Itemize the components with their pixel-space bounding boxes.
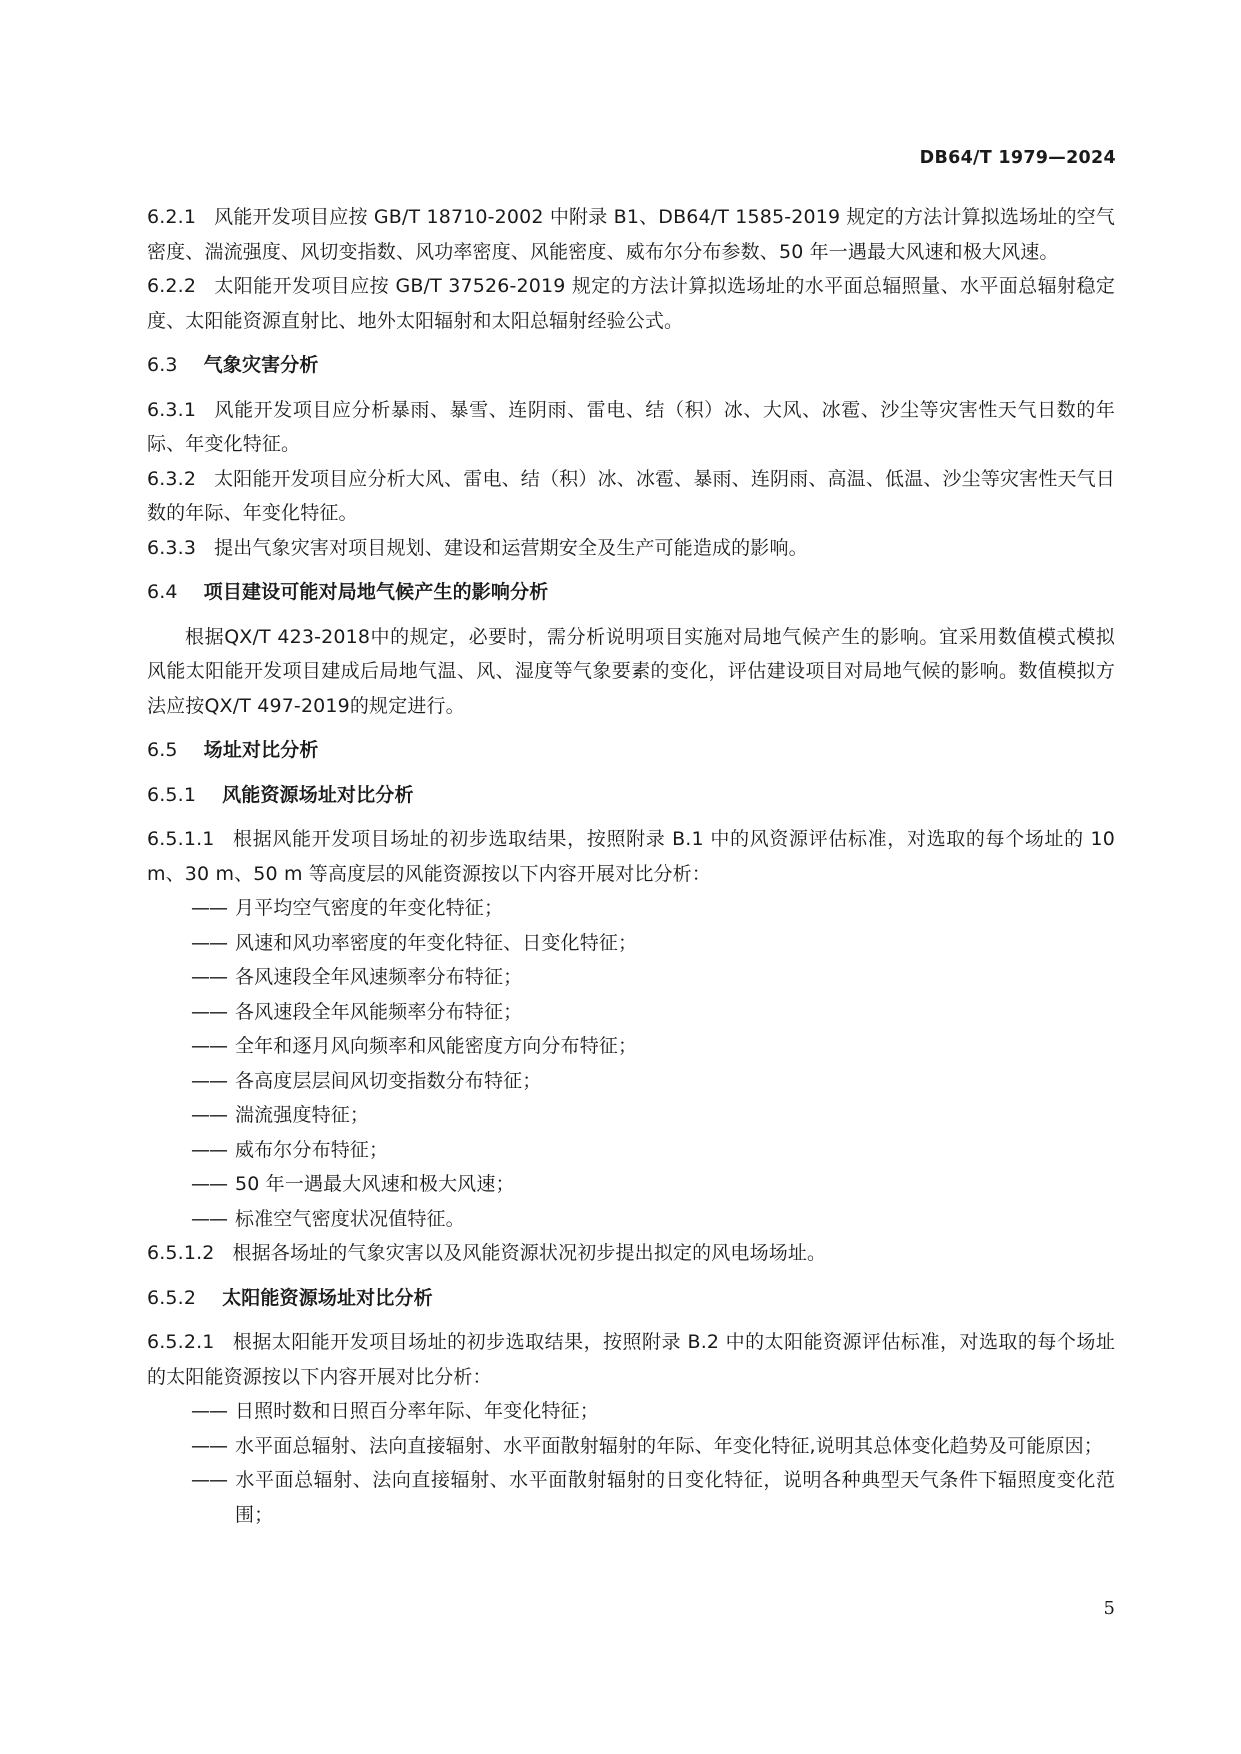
paragraph: 根据QX/T 423-2018中的规定，必要时，需分析说明项目实施对局地气候产生的影响。宜采用数值模式模拟风能太阳能开发项目建成后局地气温、风、湿度等气象要素的变化，评估建设项目对局地气候的影响。数值模拟方法应按QX/T 497-2019的规定进行。	[147, 625, 1115, 717]
list-item-text: 各高度层层间风切变指数分布特征；	[235, 1069, 542, 1092]
section-title: 太阳能资源场址对比分析	[222, 1286, 433, 1309]
list-item-text: 月平均空气密度的年变化特征；	[235, 897, 504, 919]
list-item-text: 风速和风功率密度的年变化特征、日变化特征；	[235, 931, 638, 954]
dash-marker: ——	[191, 966, 227, 988]
section-number: 6.5.1	[147, 783, 197, 806]
list-item	[191, 1064, 1115, 1099]
list-item-text: 威布尔分布特征；	[235, 1138, 389, 1161]
section-number: 6.4	[147, 581, 178, 603]
clause-text: 根据各场址的气象灾害以及风能资源状况初步提出拟定的风电场场址。	[232, 1242, 827, 1264]
page-number: 5	[1103, 1598, 1115, 1619]
section-number: 6.5	[147, 739, 178, 761]
list-item-text: 全年和逐月风向频率和风能密度方向分布特征；	[235, 1035, 638, 1057]
clause-number: 6.2.1	[147, 206, 197, 228]
list-item	[191, 926, 1115, 961]
section-number: 6.5.2	[147, 1286, 197, 1309]
clause-text: 风能开发项目应按 GB/T 18710-2002 中附录 B1、DB64/T 1585-2019 规定的方法计算拟选场址的空气密度、湍流强度、风切变指数、风功率密度、风能密度、威布尔分布参数、50 年一遇最大风速和极大风速。	[147, 206, 1115, 263]
list-item-text: 标准空气密度状况值特征。	[235, 1207, 465, 1230]
section-title: 场址对比分析	[203, 739, 319, 761]
clause	[147, 200, 1115, 269]
clause-text: 太阳能开发项目应按 GB/T 37526-2019 规定的方法计算拟选场址的水平面总辐照量、水平面总辐射稳定度、太阳能资源直射比、地外太阳辐射和太阳总辐射经验公式。	[147, 275, 1115, 332]
clause	[147, 1236, 1115, 1271]
list-item-text: 各风速段全年风速频率分布特征；	[235, 966, 523, 988]
document-body	[147, 200, 1115, 1532]
dash-marker: ——	[191, 897, 227, 919]
list-item-text: 水平面总辐射、法向直接辐射、水平面散射辐射的日变化特征，说明各种典型天气条件下辐照度变化范围；	[235, 1469, 1115, 1526]
section-heading	[147, 1281, 1115, 1316]
dash-marker: ——	[191, 1207, 227, 1230]
list-item	[191, 891, 1115, 926]
section-heading	[147, 733, 1115, 768]
section-title: 项目建设可能对局地气候产生的影响分析	[203, 581, 549, 603]
clause	[147, 393, 1115, 462]
list-item	[191, 1202, 1115, 1237]
dash-marker: ——	[191, 1138, 227, 1161]
list-item-text: 日照时数和日照百分率年际、年变化特征；	[235, 1400, 599, 1422]
clause-text: 风能开发项目应分析暴雨、暴雪、连阴雨、雷电、结（积）冰、大风、冰雹、沙尘等灾害性天气日数的年际、年变化特征。	[147, 398, 1115, 455]
section-title: 风能资源场址对比分析	[222, 783, 414, 806]
clause-number: 6.3.2	[147, 467, 197, 490]
clause-number: 6.2.2	[147, 275, 197, 297]
list-item-text: 水平面总辐射、法向直接辐射、水平面散射辐射的年际、年变化特征,说明其总体变化趋势及可能原因；	[235, 1434, 1103, 1457]
clause-number: 6.3.3	[147, 536, 197, 559]
dash-marker: ——	[191, 1000, 227, 1023]
dash-marker: ——	[191, 1469, 227, 1491]
clause-text: 根据风能开发项目场址的初步选取结果，按照附录 B.1 中的风资源评估标准，对选取的每个场址的 10 m、30 m、50 m 等高度层的风能资源按以下内容开展对比分析：	[147, 828, 1115, 885]
list-item-text: 湍流强度特征；	[235, 1104, 370, 1126]
list-item	[191, 1029, 1115, 1064]
clause	[147, 531, 1115, 566]
list-item	[191, 1133, 1115, 1168]
clause-text: 太阳能开发项目应分析大风、雷电、结（积）冰、冰雹、暴雨、连阴雨、高温、低温、沙尘等灾害性天气日数的年际、年变化特征。	[147, 467, 1115, 524]
dash-marker: ——	[191, 1069, 227, 1092]
section-heading	[147, 348, 1115, 383]
clause	[147, 822, 1115, 891]
dash-marker: ——	[191, 1400, 227, 1422]
clause	[147, 462, 1115, 531]
clause	[147, 1325, 1115, 1394]
list-item-text: 各风速段全年风能频率分布特征；	[235, 1000, 523, 1023]
section-number: 6.3	[147, 354, 178, 376]
list-item	[191, 1463, 1115, 1532]
dash-marker: ——	[191, 1173, 227, 1195]
list-item	[191, 960, 1115, 995]
section-heading	[147, 778, 1115, 813]
doc-code-header: DB64/T 1979—2024	[919, 148, 1116, 168]
dash-marker: ——	[191, 931, 227, 954]
clause-number: 6.5.2.1	[147, 1331, 215, 1353]
clause-number: 6.5.1.1	[147, 828, 215, 850]
dash-marker: ——	[191, 1035, 227, 1057]
clause-number: 6.3.1	[147, 398, 197, 421]
list-item	[191, 1167, 1115, 1202]
section-title: 气象灾害分析	[203, 354, 319, 376]
list-item-text: 50 年一遇最大风速和极大风速；	[235, 1173, 515, 1195]
clause-text: 根据太阳能开发项目场址的初步选取结果，按照附录 B.2 中的太阳能资源评估标准，对选取的每个场址的太阳能资源按以下内容开展对比分析：	[147, 1331, 1115, 1388]
section-heading	[147, 575, 1115, 610]
dash-marker: ——	[191, 1434, 227, 1457]
list-item	[191, 1098, 1115, 1133]
clause-text: 提出气象灾害对项目规划、建设和运营期安全及生产可能造成的影响。	[214, 536, 808, 559]
dash-marker: ——	[191, 1104, 227, 1126]
list-item	[191, 1394, 1115, 1429]
list-item	[191, 995, 1115, 1030]
clause-number: 6.5.1.2	[147, 1242, 215, 1264]
list-item	[191, 1429, 1115, 1464]
clause	[147, 269, 1115, 338]
